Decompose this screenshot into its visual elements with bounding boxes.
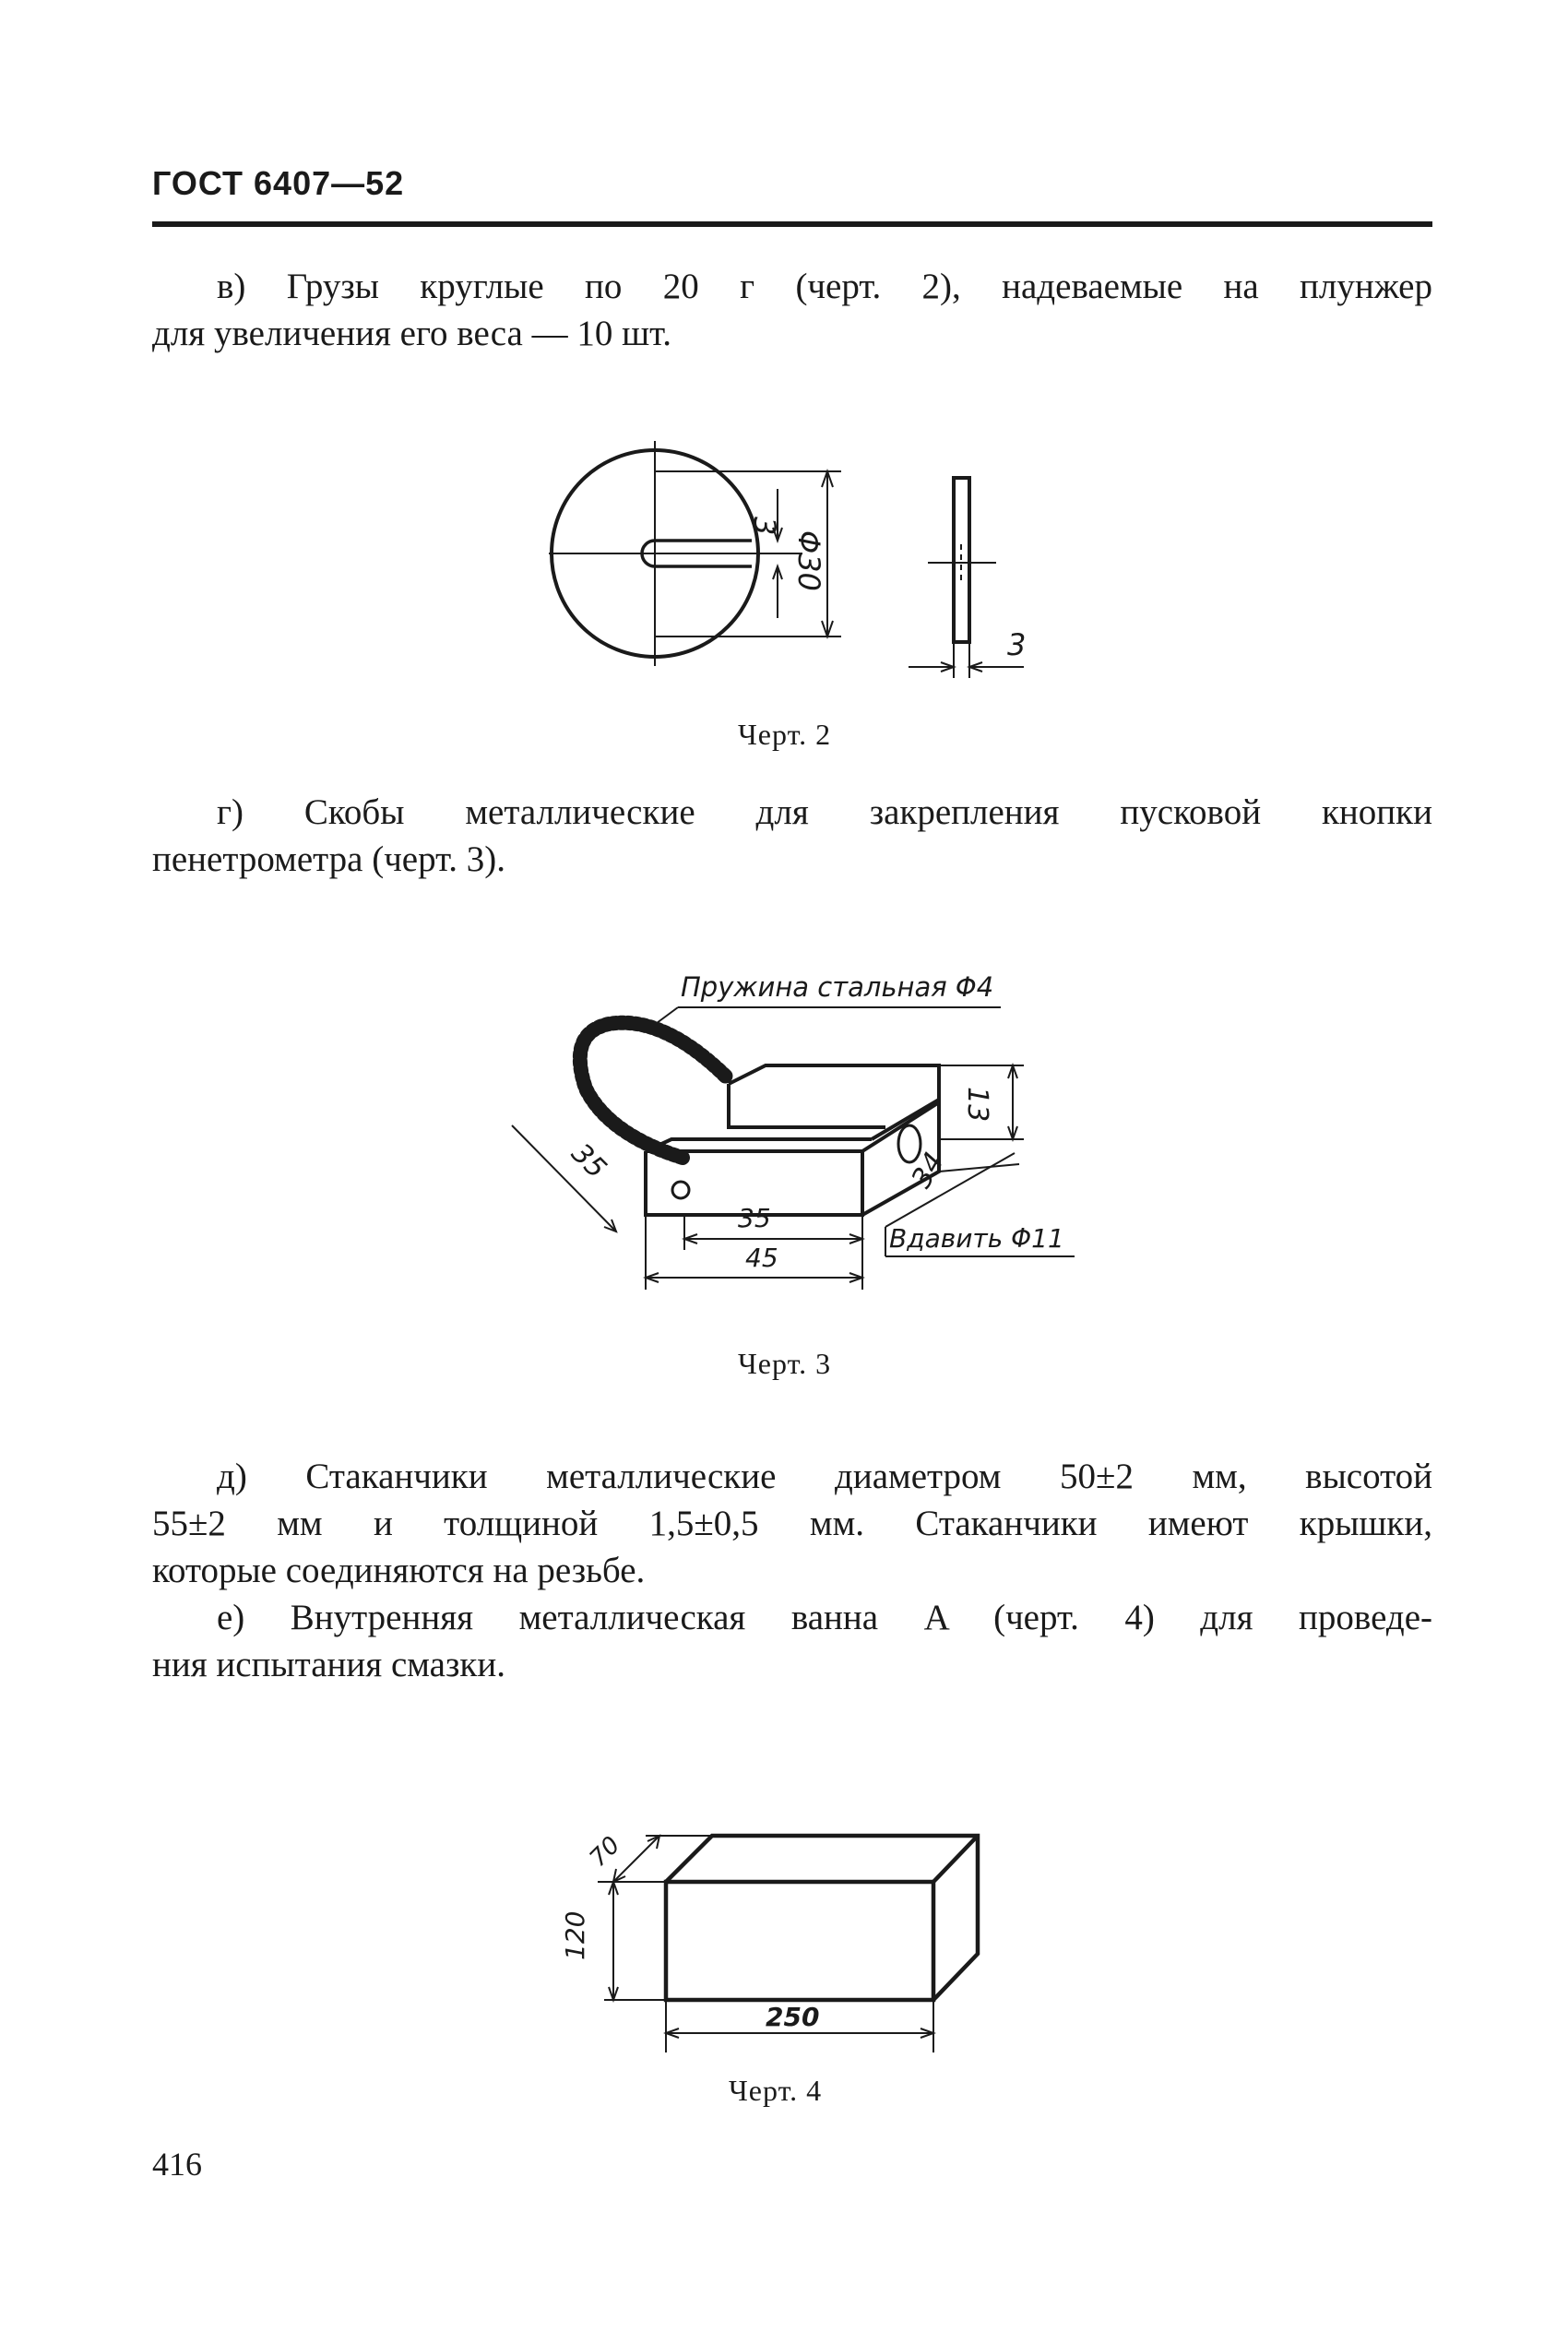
bath-box-outline (666, 1836, 978, 2000)
fig2-diameter-label: Φ30 (791, 530, 826, 591)
fig3-dim-35: 35 (738, 1203, 771, 1233)
fig3-spring-label: Пружина стальная Φ4 (681, 971, 994, 1003)
fig4-dim-250: 250 (766, 2002, 820, 2032)
fig4-height-dimension (604, 1882, 666, 2000)
paragraph-d-line-1: д) Стаканчики металлические диаметром 50±2 мм, высотой (217, 1457, 1432, 1496)
paragraph-d-line-2: 55±2 мм и толщиной 1,5±0,5 мм. Стаканчики имеют крышки, (152, 1504, 1432, 1543)
paragraph-g-line-1: г) Скобы металлические для закрепления пусковой кнопки (217, 792, 1432, 832)
paragraph-v-line-2: для увеличения его веса — 10 шт. (152, 314, 671, 353)
fig4-dim-120: 120 (560, 1910, 590, 1960)
figure-2-caption: Черт. 2 (738, 718, 832, 751)
figure-4-caption: Черт. 4 (729, 2074, 823, 2107)
fig3-dim-34: 34 (905, 1147, 952, 1194)
fig2-thickness-label: 3 (1007, 627, 1027, 662)
paragraph-d-line-3: которые соединяются на резьбе. (152, 1551, 646, 1590)
fig2-slot-label: 3 (747, 517, 782, 536)
figure-3-caption: Черт. 3 (738, 1347, 832, 1380)
paragraph-e-line-1: е) Внутренняя металлическая ванна A (черт. 4) для проведе- (217, 1598, 1432, 1637)
paragraph-g-line-2: пенетрометра (черт. 3). (152, 839, 505, 879)
fig3-press-label: Вдавить Φ11 (889, 1223, 1064, 1254)
paragraph-e-line-2: ния испытания смазки. (152, 1645, 505, 1684)
fig3-dim-13: 13 (961, 1087, 993, 1123)
fig3-dim-45: 45 (745, 1243, 778, 1273)
fig4-dim-70: 70 (584, 1831, 626, 1873)
paragraph-v-line-1: в) Грузы круглые по 20 г (черт. 2), надеваемые на плунжер (217, 267, 1432, 306)
page-number: 416 (152, 2146, 202, 2183)
fig3-dim-35-diagonal: 35 (564, 1136, 613, 1185)
document-header: ГОСТ 6407—52 (152, 164, 405, 202)
